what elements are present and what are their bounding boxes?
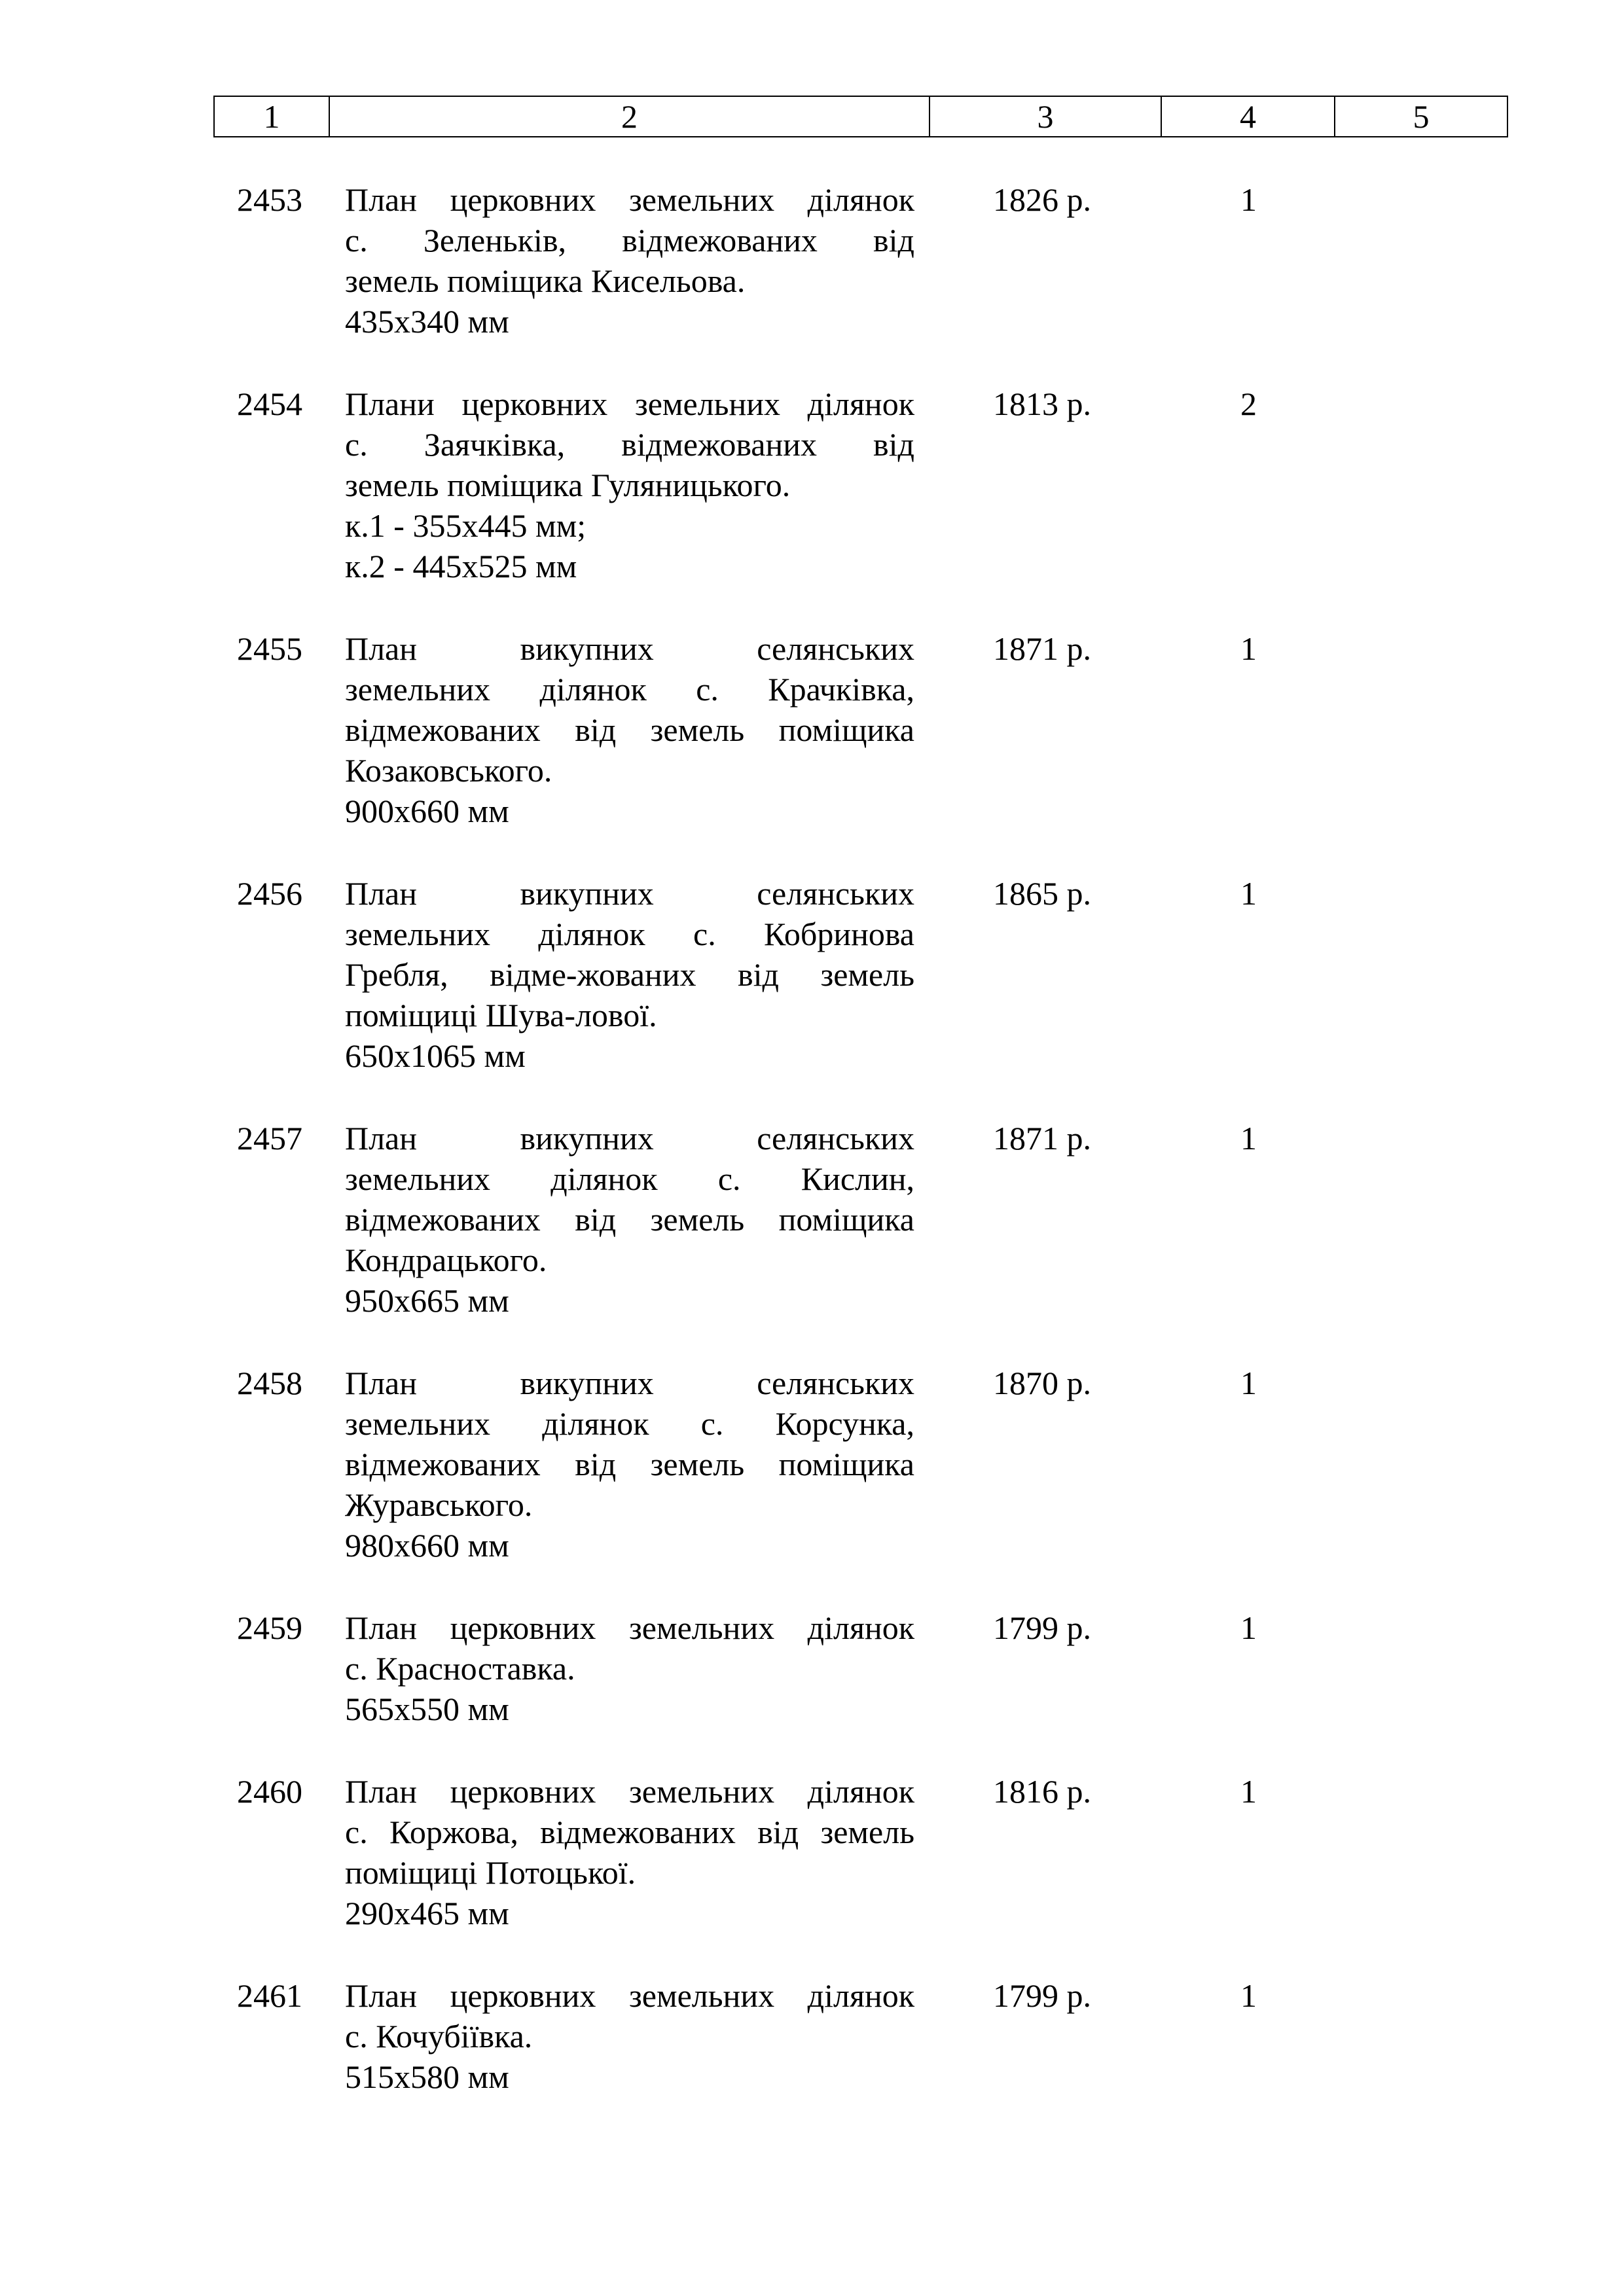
description-line: Гребля, відме-жованих від земель (345, 956, 914, 993)
description-line: земель поміщика Кисельова. (345, 262, 746, 299)
entry-description (345, 384, 914, 586)
entry-description (345, 1118, 914, 1321)
entry-description (345, 1607, 914, 1729)
description-line: План церковних земельних ділянок (345, 1609, 914, 1646)
entry-description (345, 1975, 914, 2097)
entry-dimensions: 565х550 мм (345, 1691, 509, 1727)
entry-date: 1871 р. (993, 630, 1091, 667)
header-cell-4: 4 (1162, 97, 1335, 136)
entry-count: 1 (1240, 875, 1257, 912)
description-line: План церковних земельних ділянок (345, 1773, 914, 1810)
description-line: с. Кочубіївка. (345, 2018, 533, 2054)
entry-number: 2460 (237, 1773, 302, 1810)
entry-dimensions: 950х665 мм (345, 1282, 509, 1319)
description-line: земельних ділянок с. Кобринова (345, 916, 914, 952)
entry-count: 1 (1240, 1365, 1257, 1401)
description-line: Журавського. (345, 1486, 533, 1523)
entry-number: 2461 (237, 1977, 302, 2014)
description-line: земельних ділянок с. Кислин, (345, 1160, 914, 1197)
description-line: Кондрацького. (345, 1242, 547, 1278)
description-line: с. Красноставка. (345, 1650, 575, 1687)
entry-dimensions: 435х340 мм (345, 303, 509, 340)
description-line: Плани церковних земельних ділянок (345, 386, 914, 422)
entry-number: 2459 (237, 1609, 302, 1646)
description-line: с. Заячківка, відмежованих від (345, 426, 914, 463)
description-line: План церковних земельних ділянок (345, 181, 914, 218)
entry-count: 1 (1240, 1120, 1257, 1157)
entry-dimensions: 515х580 мм (345, 2058, 509, 2095)
entry-dimensions: к.2 - 445х525 мм (345, 548, 577, 584)
entry-date: 1865 р. (993, 875, 1091, 912)
entry-dimensions: к.1 - 355х445 мм; (345, 507, 586, 544)
description-line: відмежованих від земель поміщика (345, 1446, 914, 1482)
entry-date: 1826 р. (993, 181, 1091, 218)
entry-number: 2455 (237, 630, 302, 667)
description-line: с. Коржова, відмежованих від земель (345, 1814, 914, 1850)
entry-dimensions: 980х660 мм (345, 1527, 509, 1564)
entry-number: 2454 (237, 386, 302, 422)
entry-count: 1 (1240, 630, 1257, 667)
description-line: земель поміщика Гуляницького. (345, 467, 791, 503)
description-line: земельних ділянок с. Корсунка, (345, 1405, 914, 1442)
entry-description (345, 1363, 914, 1566)
entry-dimensions: 290х465 мм (345, 1895, 509, 1931)
entry-date: 1813 р. (993, 386, 1091, 422)
entry-count: 1 (1240, 1977, 1257, 2014)
entry-date: 1870 р. (993, 1365, 1091, 1401)
description-line: План викупних селянських (345, 875, 914, 912)
entry-description (345, 873, 914, 1076)
description-line: Козаковського. (345, 752, 552, 789)
header-cell-5: 5 (1413, 98, 1430, 135)
entry-date: 1816 р. (993, 1773, 1091, 1810)
entry-count: 1 (1240, 181, 1257, 218)
entry-date: 1871 р. (993, 1120, 1091, 1157)
description-line: відмежованих від земель поміщика (345, 711, 914, 748)
description-line: земельних ділянок с. Крачківка, (345, 671, 914, 708)
description-line: с. Зеленьків, відмежованих від (345, 222, 914, 259)
description-line: відмежованих від земель поміщика (345, 1201, 914, 1238)
entry-number: 2458 (237, 1365, 302, 1401)
description-line: План викупних селянських (345, 1365, 914, 1401)
entry-count: 1 (1240, 1773, 1257, 1810)
header-cell-1: 1 (215, 97, 330, 136)
entry-number: 2453 (237, 181, 302, 218)
entry-dimensions: 650х1065 мм (345, 1037, 526, 1074)
entry-count: 1 (1240, 1609, 1257, 1646)
description-line: поміщиці Шува-лової. (345, 997, 657, 1033)
entry-description (345, 179, 914, 342)
header-cell-2: 2 (330, 97, 930, 136)
entry-date: 1799 р. (993, 1977, 1091, 2014)
description-line: поміщиці Потоцької. (345, 1854, 636, 1891)
description-line: План церковних земельних ділянок (345, 1977, 914, 2014)
entry-description (345, 1771, 914, 1933)
entry-description (345, 628, 914, 831)
table-header-row (213, 96, 1508, 137)
header-cell-3: 3 (930, 97, 1162, 136)
description-line: План викупних селянських (345, 630, 914, 667)
entry-number: 2457 (237, 1120, 302, 1157)
entry-dimensions: 900х660 мм (345, 793, 509, 829)
entry-count: 2 (1240, 386, 1257, 422)
entry-date: 1799 р. (993, 1609, 1091, 1646)
description-line: План викупних селянських (345, 1120, 914, 1157)
entry-number: 2456 (237, 875, 302, 912)
